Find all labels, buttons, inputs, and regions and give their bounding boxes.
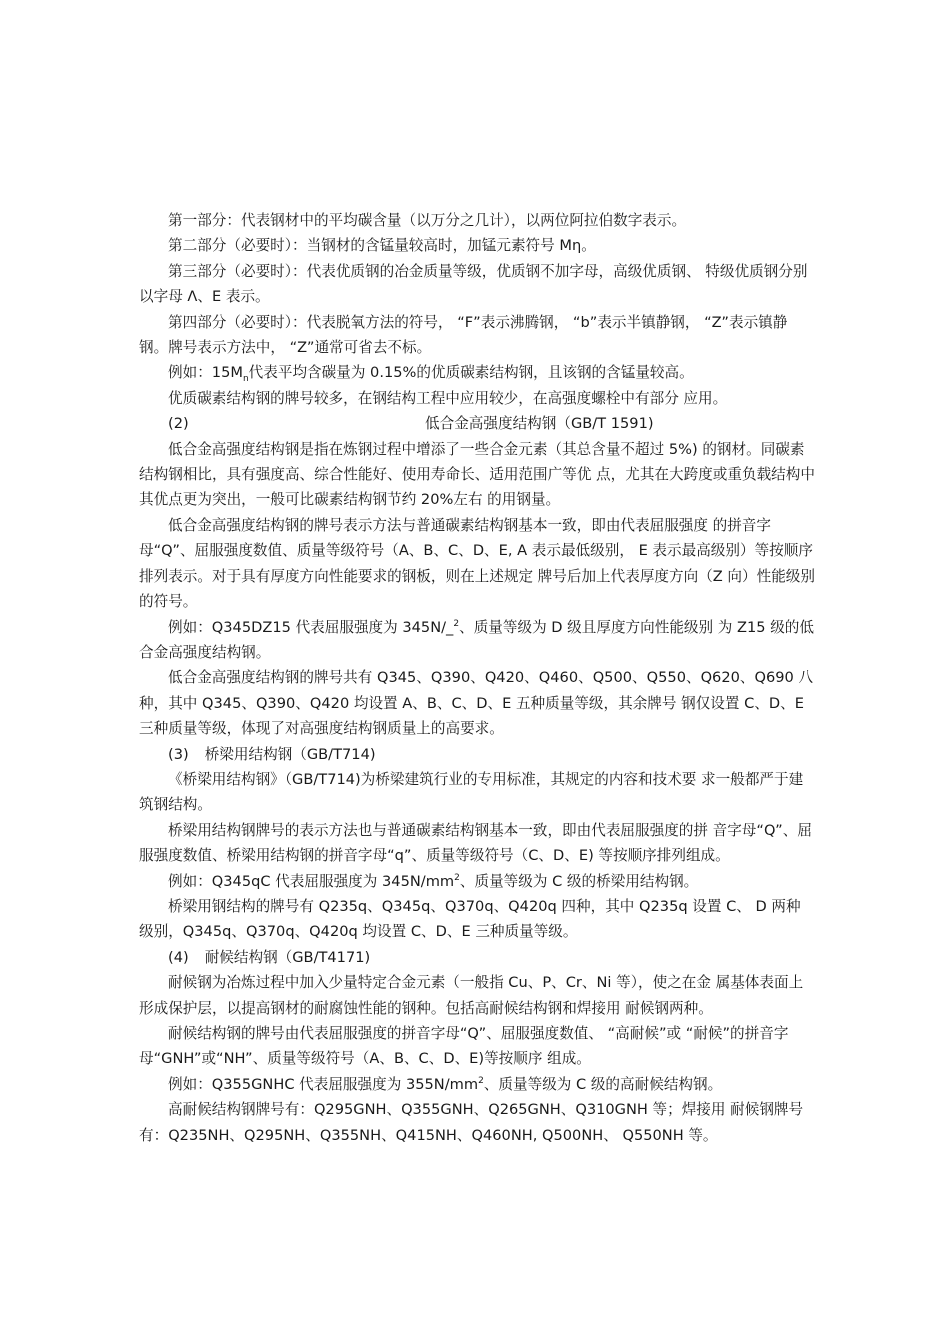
section-heading (139, 742, 815, 767)
paragraph (139, 615, 815, 666)
section-number: (2) (168, 415, 189, 433)
paragraph (139, 869, 815, 894)
text-run: 例如：15M (168, 364, 243, 382)
subscript: n (242, 374, 249, 385)
paragraph: 第二部分（必要时）：当钢材的含锰量较高时，加锰元素符号 Mη。 (168, 237, 596, 255)
text-run: 、质量等级为 D 级且厚度方向性能级别 为 Z15 级的低合金高强度结构钢。 (139, 618, 814, 661)
paragraph: 《桥梁用结构钢》（GB/T714)为桥梁建筑行业的专用标准，其规定的内容和技术要 求一般都严于建筑钢结构。 (139, 770, 804, 814)
section-number: (4) (168, 948, 189, 966)
superscript: 2 (454, 872, 460, 883)
paragraph: 高耐候结构钢牌号有：Q295GNH、Q355GNH、Q265GNH、Q310GNH 等；焊接用 耐候钢牌号有：Q235NH、Q295NH、Q355NH、Q415NH、Q460NH, Q500NH、 Q550NH 等。 (139, 1101, 804, 1144)
paragraph: 第三部分（必要时）：代表优质钢的冶金质量等级，优质钢不加字母，高级优质钢、 特级优质钢分别以字母 Λ、E 表示。 (139, 262, 808, 306)
section-number: (3) (168, 745, 189, 763)
paragraph: 低合金高强度结构钢的牌号共有 Q345、Q390、Q420、Q460、Q500、Q550、Q620、Q690 八种，其中 Q345、Q390、Q420 均设置 A、B、C、D、E 五种质量等级，其余牌号 钢仅设置 C、D、E 三种质量等级，体现了对高强度结构钢质量上的高要求。 (139, 669, 814, 738)
paragraph: 桥梁用钢结构的牌号有 Q235q、Q345q、Q370q、Q420q 四种，其中 Q235q 设置 C、 D 两种级别，Q345q、Q370q、Q420q 均设置 C、D、E 三种质量等级。 (139, 897, 801, 941)
superscript: 2 (478, 1075, 484, 1086)
text-run: 、质量等级为 C 级的桥梁用结构钢。 (459, 872, 699, 890)
paragraph: 低合金高强度结构钢是指在炼钢过程中增添了一些合金元素（其总含量不超过 5%) 的钢材。同碳素结构钢相比，具有强度高、综合性能好、使用寿命长、适用范围广等优 点，尤其在大跨度或重负载结构中其优点更为突出，一般可比碳素结构钢节约 20%左右 的用钢量。 (139, 440, 815, 509)
paragraph (139, 360, 815, 385)
section-title: 低合金高强度结构钢（GB/T 1591) (425, 415, 654, 433)
text-run: 例如：Q355GNHC 代表屈服强度为 355N/mm (168, 1075, 479, 1093)
paragraph: 耐候钢为冶炼过程中加入少量特定合金元素（一般指 Cu、P、Cr、Ni 等），使之在金 属基体表面上形成保护层，以提高钢材的耐腐蚀性能的钢种。包括高耐候结构钢和焊接用 耐候钢两种。 (139, 974, 804, 1017)
text-run: 例如：Q345DZ15 代表屈服强度为 345N/_ (168, 618, 454, 636)
paragraph (139, 1072, 815, 1097)
paragraph: 耐候结构钢的牌号由代表屈服强度的拼音字母“Q”、屈服强度数值、 “高耐候”或 “耐候”的拼音字母“GNH”或“NH”、质量等级符号（A、B、C、D、E)等按顺序 组成。 (139, 1025, 789, 1068)
paragraph: 低合金高强度结构钢的牌号表示方法与普通碳素结构钢基本一致，即由代表屈服强度 的拼音字母“Q”、屈服强度数值、质量等级符号（A、B、C、D、E, A 表示最低级别， E 表示最高级别）等按顺序排列表示。对于具有厚度方向性能要求的钢板，则在上述规定 牌号后加上代表厚度方向（Z 向）性能级别的符号。 (139, 516, 815, 611)
paragraph: 优质碳素结构钢的牌号较多，在钢结构工程中应用较少，在高强度螺栓中有部分 应用。 (168, 389, 728, 407)
section-heading (139, 411, 815, 436)
document-body (139, 208, 815, 1148)
text-run: 代表平均含碳量为 0.15%的优质碳素结构钢，且该钢的含锰量较高。 (248, 364, 694, 382)
superscript: 2 (453, 618, 460, 629)
text-run: 例如：Q345qC 代表屈服强度为 345N/mm (168, 872, 455, 890)
section-title: 耐候结构钢（GB/T4171) (204, 948, 371, 966)
paragraph: 桥梁用结构钢牌号的表示方法也与普通碳素结构钢基本一致，即由代表屈服强度的拼 音字母“Q”、屈服强度数值、桥梁用结构钢的拼音字母“q”、质量等级符号（C、D、E) 等按顺序排列组成。 (139, 821, 812, 865)
paragraph: 第四部分（必要时）：代表脱氧方法的符号， “F”表示沸腾钢， “b”表示半镇静钢， “Z”表示镇静钢。牌号表示方法中， “Z”通常可省去不标。 (139, 313, 788, 357)
text-run: 、质量等级为 C 级的高耐候结构钢。 (483, 1075, 723, 1093)
section-heading (139, 945, 815, 970)
section-title: 桥梁用结构钢（GB/T714) (204, 745, 376, 763)
paragraph: 第一部分：代表钢材中的平均碳含量（以万分之几计），以两位阿拉伯数字表示。 (168, 212, 687, 229)
